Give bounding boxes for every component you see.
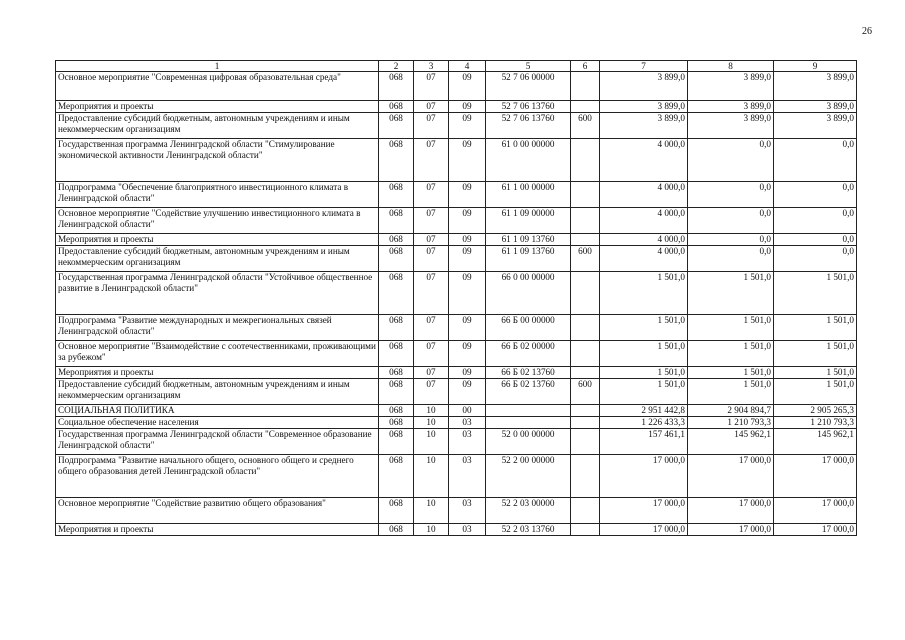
row-section: 07 [414,367,449,379]
row-amount-2: 1 501,0 [688,379,774,405]
table-row [56,208,857,234]
row-amount-1: 17 000,0 [600,498,688,524]
row-name: СОЦИАЛЬНАЯ ПОЛИТИКА [56,405,379,417]
table-row [56,101,857,113]
table-row [56,182,857,208]
row-amount-1: 3 899,0 [600,113,688,139]
row-name: Социальное обеспечение населения [56,417,379,429]
header-cell: 3 [414,61,449,72]
row-subsection: 03 [449,524,486,536]
row-amount-3: 145 962,1 [774,429,857,455]
row-section: 10 [414,498,449,524]
row-target-article: 66 0 00 00000 [486,272,571,315]
table-row [56,455,857,498]
row-amount-1: 3 899,0 [600,72,688,101]
row-grbs: 068 [379,139,414,182]
table-row [56,379,857,405]
table-row [56,139,857,182]
row-section: 07 [414,272,449,315]
row-subsection: 09 [449,379,486,405]
row-grbs: 068 [379,113,414,139]
row-grbs: 068 [379,379,414,405]
row-target-article: 61 1 09 13760 [486,246,571,272]
row-amount-3: 17 000,0 [774,524,857,536]
row-section: 07 [414,72,449,101]
row-expense-type [571,524,600,536]
header-cell: 5 [486,61,571,72]
row-target-article: 66 Б 00 00000 [486,315,571,341]
table-row [56,524,857,536]
row-name: Основное мероприятие "Содействие улучшению инвестиционного климата в Ленинградской области" [56,208,379,234]
row-name: Предоставление субсидий бюджетным, автономным учреждениям и иным некоммерческим организациям [56,113,379,139]
row-subsection: 09 [449,101,486,113]
row-expense-type [571,455,600,498]
row-grbs: 068 [379,315,414,341]
row-subsection: 03 [449,417,486,429]
row-name: Подпрограмма "Обеспечение благоприятного инвестиционного климата в Ленинградской области" [56,182,379,208]
row-target-article [486,417,571,429]
row-expense-type [571,182,600,208]
header-row [56,61,857,72]
row-section: 07 [414,341,449,367]
row-amount-3: 0,0 [774,246,857,272]
row-target-article: 66 Б 02 13760 [486,379,571,405]
row-target-article: 52 7 06 00000 [486,72,571,101]
row-section: 10 [414,429,449,455]
row-expense-type [571,367,600,379]
row-subsection: 03 [449,498,486,524]
row-grbs: 068 [379,246,414,272]
row-amount-3: 0,0 [774,139,857,182]
row-target-article [486,405,571,417]
row-expense-type [571,417,600,429]
row-amount-2: 1 501,0 [688,272,774,315]
row-amount-2: 0,0 [688,246,774,272]
row-amount-3: 17 000,0 [774,498,857,524]
row-section: 10 [414,524,449,536]
row-amount-1: 2 951 442,8 [600,405,688,417]
row-expense-type: 600 [571,246,600,272]
row-grbs: 068 [379,524,414,536]
row-amount-1: 1 501,0 [600,379,688,405]
row-amount-2: 2 904 894,7 [688,405,774,417]
header-cell: 7 [600,61,688,72]
row-amount-2: 0,0 [688,182,774,208]
row-expense-type [571,139,600,182]
row-subsection: 00 [449,405,486,417]
row-amount-3: 2 905 265,3 [774,405,857,417]
row-grbs: 068 [379,182,414,208]
row-section: 10 [414,405,449,417]
row-name: Предоставление субсидий бюджетным, автономным учреждениям и иным некоммерческим организациям [56,379,379,405]
row-section: 07 [414,234,449,246]
row-amount-2: 145 962,1 [688,429,774,455]
row-amount-3: 3 899,0 [774,101,857,113]
row-subsection: 03 [449,455,486,498]
row-target-article: 61 1 09 13760 [486,234,571,246]
row-section: 07 [414,182,449,208]
row-name: Мероприятия и проекты [56,101,379,113]
row-name: Основное мероприятие "Современная цифровая образовательная среда" [56,72,379,101]
row-grbs: 068 [379,272,414,315]
row-amount-1: 4 000,0 [600,234,688,246]
row-section: 10 [414,455,449,498]
row-amount-2: 1 501,0 [688,367,774,379]
row-amount-2: 17 000,0 [688,498,774,524]
row-grbs: 068 [379,498,414,524]
row-amount-1: 4 000,0 [600,139,688,182]
row-amount-2: 0,0 [688,208,774,234]
row-expense-type: 600 [571,379,600,405]
row-target-article: 61 1 09 00000 [486,208,571,234]
row-amount-3: 1 501,0 [774,272,857,315]
row-name: Государственная программа Ленинградской области "Устойчивое общественное развитие в Ленинградской области" [56,272,379,315]
header-cell: 2 [379,61,414,72]
row-expense-type [571,498,600,524]
row-grbs: 068 [379,72,414,101]
budget-table [55,60,857,536]
page-number: 26 [862,26,872,37]
row-amount-1: 1 226 433,3 [600,417,688,429]
row-amount-3: 0,0 [774,182,857,208]
row-expense-type [571,208,600,234]
table-row [56,341,857,367]
row-amount-3: 0,0 [774,234,857,246]
row-target-article: 52 2 03 13760 [486,524,571,536]
row-amount-3: 17 000,0 [774,455,857,498]
row-section: 07 [414,101,449,113]
row-expense-type [571,101,600,113]
row-grbs: 068 [379,367,414,379]
table-row [56,315,857,341]
row-section: 07 [414,379,449,405]
row-grbs: 068 [379,208,414,234]
row-grbs: 068 [379,405,414,417]
row-name: Мероприятия и проекты [56,234,379,246]
row-amount-2: 1 210 793,3 [688,417,774,429]
row-target-article: 52 2 03 00000 [486,498,571,524]
row-amount-3: 3 899,0 [774,72,857,101]
row-name: Государственная программа Ленинградской области "Стимулирование экономической активности Ленинградской области" [56,139,379,182]
row-amount-2: 3 899,0 [688,72,774,101]
row-amount-1: 4 000,0 [600,182,688,208]
row-name: Основное мероприятие "Содействие развитию общего образования" [56,498,379,524]
row-amount-2: 17 000,0 [688,455,774,498]
table-row [56,429,857,455]
row-subsection: 09 [449,113,486,139]
row-section: 07 [414,113,449,139]
row-subsection: 09 [449,341,486,367]
row-expense-type [571,429,600,455]
row-amount-1: 4 000,0 [600,246,688,272]
header-cell: 6 [571,61,600,72]
row-expense-type [571,341,600,367]
row-target-article: 52 7 06 13760 [486,113,571,139]
row-subsection: 03 [449,429,486,455]
row-name: Государственная программа Ленинградской области "Современное образование Ленинградской области" [56,429,379,455]
row-target-article: 61 0 00 00000 [486,139,571,182]
row-subsection: 09 [449,367,486,379]
header-cell: 9 [774,61,857,72]
row-amount-1: 3 899,0 [600,101,688,113]
row-amount-2: 1 501,0 [688,341,774,367]
row-target-article: 52 0 00 00000 [486,429,571,455]
row-amount-1: 1 501,0 [600,367,688,379]
row-subsection: 09 [449,182,486,208]
row-expense-type: 600 [571,113,600,139]
row-name: Подпрограмма "Развитие начального общего, основного общего и среднего общего образования детей Ленинградской области" [56,455,379,498]
row-grbs: 068 [379,417,414,429]
row-amount-1: 1 501,0 [600,341,688,367]
table-row [56,272,857,315]
table-row [56,405,857,417]
row-amount-2: 0,0 [688,234,774,246]
table-row [56,417,857,429]
row-amount-3: 1 501,0 [774,367,857,379]
row-subsection: 09 [449,246,486,272]
row-expense-type [571,72,600,101]
table-row [56,246,857,272]
row-expense-type [571,405,600,417]
row-amount-2: 3 899,0 [688,113,774,139]
table-row [56,113,857,139]
row-amount-3: 1 501,0 [774,379,857,405]
row-expense-type [571,272,600,315]
table-row [56,367,857,379]
header-cell: 1 [56,61,379,72]
table-row [56,72,857,101]
row-amount-3: 1 210 793,3 [774,417,857,429]
row-grbs: 068 [379,234,414,246]
row-expense-type [571,315,600,341]
row-name: Подпрограмма "Развитие международных и межрегиональных связей Ленинградской области" [56,315,379,341]
row-amount-1: 157 461,1 [600,429,688,455]
row-amount-2: 3 899,0 [688,101,774,113]
table-body [56,72,857,536]
row-grbs: 068 [379,341,414,367]
row-target-article: 66 Б 02 00000 [486,341,571,367]
row-expense-type [571,234,600,246]
row-amount-1: 17 000,0 [600,455,688,498]
row-grbs: 068 [379,429,414,455]
header-cell: 8 [688,61,774,72]
row-section: 10 [414,417,449,429]
row-section: 07 [414,315,449,341]
row-name: Мероприятия и проекты [56,367,379,379]
table-row [56,234,857,246]
row-subsection: 09 [449,139,486,182]
row-amount-2: 0,0 [688,139,774,182]
row-amount-2: 17 000,0 [688,524,774,536]
row-target-article: 66 Б 02 13760 [486,367,571,379]
row-amount-3: 0,0 [774,208,857,234]
row-target-article: 52 2 00 00000 [486,455,571,498]
row-name: Предоставление субсидий бюджетным, автономным учреждениям и иным некоммерческим организациям [56,246,379,272]
row-section: 07 [414,208,449,234]
row-subsection: 09 [449,315,486,341]
row-amount-1: 17 000,0 [600,524,688,536]
row-amount-3: 3 899,0 [774,113,857,139]
header-cell: 4 [449,61,486,72]
row-grbs: 068 [379,455,414,498]
row-subsection: 09 [449,208,486,234]
row-grbs: 068 [379,101,414,113]
row-target-article: 52 7 06 13760 [486,101,571,113]
table-row [56,498,857,524]
row-amount-1: 4 000,0 [600,208,688,234]
row-subsection: 09 [449,234,486,246]
row-amount-3: 1 501,0 [774,315,857,341]
row-subsection: 09 [449,272,486,315]
row-section: 07 [414,139,449,182]
row-amount-1: 1 501,0 [600,315,688,341]
row-target-article: 61 1 00 00000 [486,182,571,208]
row-amount-1: 1 501,0 [600,272,688,315]
row-amount-2: 1 501,0 [688,315,774,341]
row-name: Основное мероприятие "Взаимодействие с соотечественниками, проживающими за рубежом" [56,341,379,367]
row-subsection: 09 [449,72,486,101]
row-section: 07 [414,246,449,272]
row-amount-3: 1 501,0 [774,341,857,367]
row-name: Мероприятия и проекты [56,524,379,536]
